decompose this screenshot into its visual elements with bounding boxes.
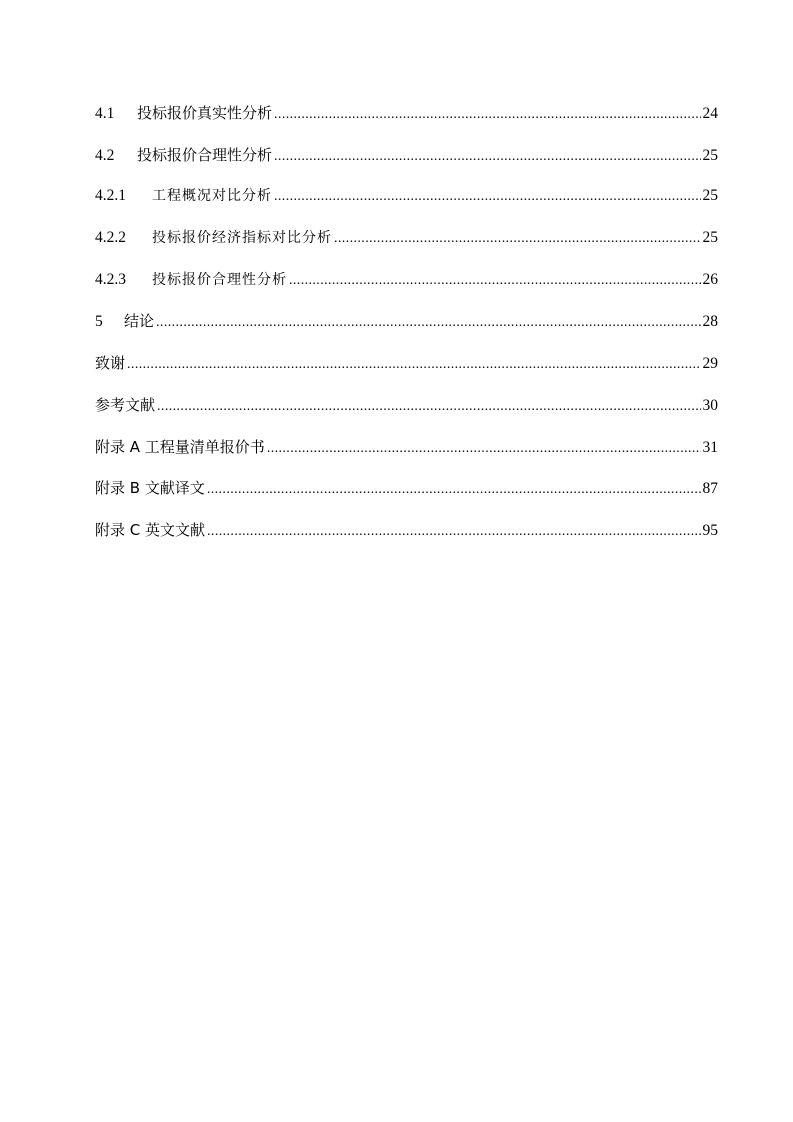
toc-entry-title: 投标报价经济指标对比分析 bbox=[152, 230, 332, 247]
table-of-contents bbox=[95, 102, 718, 561]
toc-entry-page: 87 bbox=[702, 480, 718, 498]
dot-leader bbox=[207, 482, 701, 498]
toc-entry-number: 4.2.2 bbox=[95, 229, 126, 247]
toc-entry-number: 4.2 bbox=[95, 146, 115, 164]
toc-entry-4-2-2[interactable] bbox=[95, 227, 718, 269]
toc-entry-page: 25 bbox=[702, 187, 718, 205]
toc-entry-appendix-b[interactable] bbox=[95, 477, 718, 519]
toc-entry-page: 31 bbox=[702, 438, 718, 456]
dot-leader bbox=[127, 357, 700, 373]
toc-entry-page: 25 bbox=[702, 229, 718, 247]
dot-leader bbox=[267, 441, 701, 457]
toc-entry-title: 投标报价合理性分析 bbox=[137, 145, 273, 164]
dot-leader bbox=[157, 399, 700, 415]
dot-leader bbox=[334, 231, 701, 247]
toc-entry-4-2-1[interactable] bbox=[95, 185, 718, 227]
toc-entry-page: 28 bbox=[702, 313, 718, 331]
toc-entry-title: 投标报价真实性分析 bbox=[137, 104, 273, 122]
toc-entry-page: 29 bbox=[702, 355, 718, 373]
toc-entry-title: 附录 B 文献译文 bbox=[95, 479, 205, 498]
dot-leader bbox=[156, 315, 700, 331]
toc-entry-4-1[interactable] bbox=[95, 102, 718, 144]
dot-leader bbox=[207, 524, 700, 540]
dot-leader bbox=[274, 149, 700, 165]
toc-entry-title: 参考文献 bbox=[95, 395, 156, 414]
toc-entry-title: 工程概况对比分析 bbox=[152, 188, 272, 205]
toc-entry-page: 24 bbox=[702, 105, 718, 122]
toc-entry-acknowledgements[interactable] bbox=[95, 352, 718, 394]
toc-entry-page: 25 bbox=[702, 146, 718, 164]
toc-entry-title: 附录 C 英文文献 bbox=[95, 520, 206, 539]
toc-entry-page: 26 bbox=[702, 270, 718, 288]
toc-entry-5[interactable] bbox=[95, 310, 718, 352]
toc-entry-title: 附录 A 工程量清单报价书 bbox=[95, 437, 265, 456]
dot-leader bbox=[274, 107, 700, 123]
toc-entry-title: 致谢 bbox=[95, 354, 126, 373]
dot-leader bbox=[289, 273, 701, 289]
toc-entry-appendix-c[interactable] bbox=[95, 519, 718, 561]
toc-entry-page: 30 bbox=[702, 396, 718, 414]
toc-entry-4-2[interactable] bbox=[95, 144, 718, 186]
toc-entry-references[interactable] bbox=[95, 394, 718, 436]
toc-entry-appendix-a[interactable] bbox=[95, 436, 718, 478]
toc-entry-title: 结论 bbox=[124, 312, 155, 331]
toc-entry-title: 投标报价合理性分析 bbox=[152, 271, 287, 288]
toc-entry-number: 4.1 bbox=[95, 105, 115, 122]
toc-entry-number: 4.2.3 bbox=[95, 270, 126, 288]
toc-entry-page: 95 bbox=[702, 521, 718, 539]
dot-leader bbox=[274, 189, 701, 205]
toc-entry-4-2-3[interactable] bbox=[95, 269, 718, 311]
toc-entry-number: 5 bbox=[95, 313, 103, 331]
toc-entry-number: 4.2.1 bbox=[95, 187, 126, 205]
